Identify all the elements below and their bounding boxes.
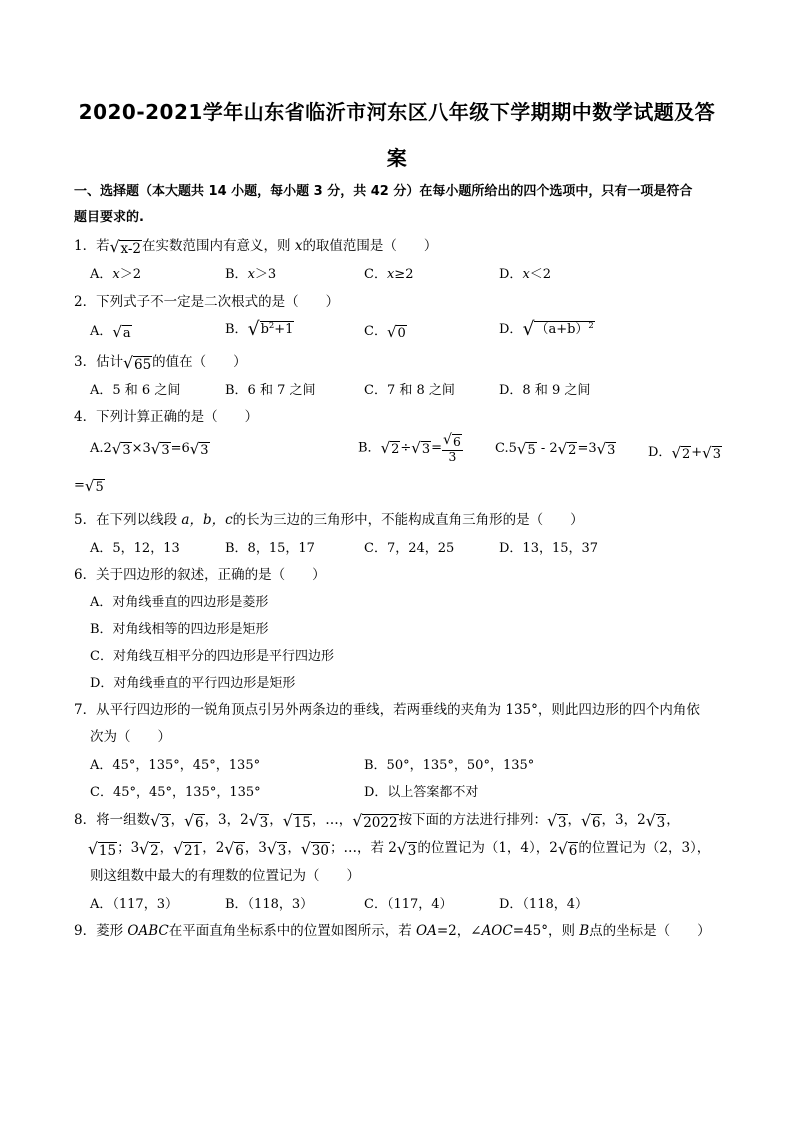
q8-l1-rad4: √ 15 (282, 812, 311, 831)
q8-l1-r6: 3 (557, 815, 567, 831)
q8-l1-end: ， (666, 812, 680, 828)
question-8-line-2 (88, 836, 710, 859)
q4-d-cont-eq: = (74, 478, 85, 493)
question-2: 2．下列式子不一定是二次根式的是（ ） (74, 294, 340, 310)
q2-b-radical: √ $b^2+1$ (247, 319, 294, 340)
q8-l1-pre: 8．将一组数 (74, 812, 151, 828)
q7-option-c: C．45°，45°，135°，135° (90, 785, 261, 800)
q8-l2-r4: 6 (235, 843, 244, 859)
q8-l2-r5: 3 (277, 843, 287, 859)
q8-l2-rad3: √ 21 (173, 840, 202, 859)
q4-d-r2: 3 (712, 447, 721, 462)
q4-d-r1: 2 (681, 447, 691, 462)
q8-l2-rad5: √ 3 (266, 840, 287, 859)
q3-suffix: 的值在（ ） (152, 354, 247, 370)
q8-l2-rad1: √ 15 (88, 840, 117, 859)
q5-prefix: 5．在下列以线段 (74, 512, 182, 528)
q6-option-a: A．对角线垂直的四边形是菱形 (90, 595, 269, 610)
q4-c-r1: 5 (527, 443, 536, 458)
q8-l1-rad3: √ 3 (248, 812, 269, 831)
q4-c-eq: =3 (577, 441, 597, 456)
question-6: 6．关于四边形的叙述，正确的是（ ） (74, 567, 326, 583)
q4-d-r3: 5 (95, 480, 104, 495)
q4-option-b (358, 432, 463, 464)
q8-l1-r4: 15 (293, 815, 311, 831)
q1-a-var: x (112, 267, 120, 282)
q8-l2-rad7: √ 3 (396, 840, 417, 859)
q9-aoc: AOC (481, 923, 513, 939)
q5-option-d: D．13，15，37 (499, 541, 599, 556)
q4-a-r2: 3 (161, 443, 170, 458)
q1-middle: 在实数范围内有意义，则 (142, 238, 295, 254)
document-title-continued: 案 (386, 146, 408, 170)
document-title: 2020-2021学年山东省临沂市河东区八年级下学期期中数学试题及答 (78, 100, 716, 124)
q4-b-fraction (442, 432, 463, 464)
q2-d-exponent: 2 (588, 319, 594, 330)
q2-b-exponent: 2 (268, 319, 275, 330)
q8-l2-r3: 21 (184, 843, 202, 859)
q8-l2-rad2: √ 2 (139, 840, 159, 859)
q8-option-b: B．（118，3） (225, 897, 314, 912)
question-5 (74, 508, 584, 528)
q8-l1-c2: ，3，2 (204, 812, 249, 828)
q8-l2-r2: 2 (150, 843, 159, 859)
q2-b-label: B． (225, 322, 248, 337)
q1-c-rel: ≥2 (394, 267, 414, 282)
question-8 (74, 808, 680, 831)
q4-a-rad1: √ 3 (111, 440, 131, 458)
q6-option-d: D．对角线垂直的平行四边形是矩形 (90, 676, 296, 691)
q1-radical: √ x-2 (109, 238, 142, 257)
q4-c-mid: - 2 (536, 441, 558, 456)
q4-option-d-continued (74, 478, 105, 495)
q2-option-c (364, 320, 407, 341)
q8-l2-c1: ；3 (117, 840, 140, 856)
q1-d-rel: ＜2 (529, 267, 552, 282)
q1-d-var: x (522, 267, 530, 282)
q4-b-numerator: 6 (453, 435, 461, 449)
q1-option-d (499, 263, 551, 282)
q4-d-plus: + (691, 445, 703, 460)
q2-d-radical: √ $(a+b)^2$ (522, 319, 594, 340)
q8-l2-c5: ， (287, 840, 301, 856)
q4-d-rad1: √ 2 (671, 444, 691, 462)
q8-l1-rad6: √ 3 (547, 812, 567, 831)
q8-l2-r8: 6 (568, 843, 578, 859)
q2-a-radical: √ a (112, 323, 131, 341)
question-8-line-3: 则这组数中最大的有理数的位置记为（ ） (90, 868, 360, 884)
q8-l1-rad7: √ 6 (581, 812, 601, 831)
q1-radicand: x-2 (120, 241, 142, 257)
q8-l1-c1: ， (170, 812, 185, 828)
q2-a-radicand: a (122, 326, 131, 341)
q8-l2-c4: ，3 (244, 840, 267, 856)
q2-d-label: D． (499, 322, 523, 337)
q6-option-c: C．对角线互相平分的四边形是平行四边形 (90, 649, 334, 664)
q8-l1-rad5: √ 2022 (352, 812, 398, 831)
q8-option-c: C．（117，4） (364, 897, 453, 912)
q3-radicand: 65 (133, 357, 152, 373)
q4-option-d (648, 441, 722, 462)
q1-a-rel: ＞2 (119, 267, 142, 282)
q8-l1-r1: 3 (160, 815, 170, 831)
q3-option-b: B．6 和 7 之间 (225, 383, 316, 398)
q1-option-a (90, 263, 141, 282)
q9-shape: OABC (127, 923, 169, 939)
q8-l1-rad1: √ 3 (150, 812, 170, 831)
q5-option-c: C．7，24，25 (364, 541, 455, 556)
q1-c-var: x (386, 267, 395, 282)
q1-variable: x (294, 238, 303, 254)
q1-suffix: 的取值范围是（ ） (302, 238, 438, 254)
q2-c-label: C． (364, 324, 387, 339)
q4-d-pre: D． (648, 445, 672, 460)
q8-l1-mid: 按下面的方法进行排列： (398, 812, 548, 828)
q3-option-a: A．5 和 6 之间 (90, 383, 181, 398)
q3-radical: √ 65 (123, 354, 152, 373)
q3-option-c: C．7 和 8 之间 (364, 383, 455, 398)
q1-option-b (225, 263, 276, 282)
q1-b-label: B． (225, 267, 248, 282)
q8-l1-c5: ， (567, 812, 582, 828)
q4-d-rad3: √ 5 (84, 477, 104, 495)
q9-mid2: =2，∠ (436, 923, 482, 939)
q8-l2-rad4: √ 6 (224, 840, 244, 859)
question-3 (74, 350, 247, 373)
question-9 (74, 919, 711, 939)
q8-l1-c4: ，…， (311, 812, 353, 828)
q5-suffix: 的长为三边的三角形中，不能构成直角三角形的是（ ） (232, 512, 584, 528)
q8-option-a: A．（117，3） (90, 897, 178, 912)
question-1 (74, 234, 437, 257)
q9-b: B (579, 923, 590, 939)
q8-l1-c6: ，3，2 (601, 812, 646, 828)
q8-l1-c3: ， (269, 812, 283, 828)
q4-b-denominator: 3 (448, 449, 457, 464)
q3-prefix: 3．估计 (74, 354, 124, 370)
q9-oa: OA (416, 923, 437, 939)
q4-a-mid: ×3 (131, 441, 151, 456)
q8-l2-c2: ， (159, 840, 174, 856)
q6-option-b: B．对角线相等的四边形是矩形 (90, 622, 269, 637)
q8-l1-r8: 3 (656, 815, 666, 831)
q7-option-d: D．以上答案都不对 (364, 785, 479, 800)
q8-l2-end: 的位置记为（2，3）， (578, 840, 711, 856)
q4-c-rad3: √ 3 (596, 440, 616, 458)
q8-l1-r7: 6 (591, 815, 601, 831)
q4-option-a (90, 441, 210, 458)
q7-option-b: B．50°，135°，50°，135° (364, 758, 535, 773)
q4-b-rad1: √ 2 (380, 439, 400, 458)
q7-option-a: A．45°，135°，45°，135° (90, 758, 261, 773)
q1-d-label: D． (499, 267, 523, 282)
question-4: 4．下列计算正确的是（ ） (74, 409, 259, 425)
q8-l2-rad6: √ 30 (300, 840, 329, 859)
q4-b-r1: 2 (391, 442, 400, 458)
q1-b-var: x (247, 267, 255, 282)
q9-mid3: =45°，则 (512, 923, 580, 939)
q1-b-rel: ＞3 (254, 267, 277, 282)
q8-l2-r1: 15 (98, 843, 117, 859)
q3-option-d: D．8 和 9 之间 (499, 383, 591, 398)
q4-d-rad2: √ 3 (702, 444, 721, 462)
q2-option-a (90, 320, 132, 341)
q8-l1-rad2: √ 6 (184, 812, 204, 831)
q1-option-c (364, 263, 413, 282)
q4-c-r2: 2 (568, 443, 577, 458)
q2-option-d (499, 318, 595, 339)
q5-option-b: B．8，15，17 (225, 541, 315, 556)
q8-l2-c3: ，2 (202, 840, 225, 856)
section-heading-continued: 题目要求的. (74, 210, 144, 225)
q4-b-num-radical: √ 6 (443, 432, 461, 449)
q4-c-pre: C.5 (495, 441, 517, 456)
q2-b-tail: +1 (274, 322, 294, 337)
q8-l1-rad8: √ 3 (645, 812, 666, 831)
q4-a-r3: 3 (200, 443, 209, 458)
q8-l2-c7: 的位置记为（1，4），2 (417, 840, 558, 856)
q1-a-label: A． (90, 267, 113, 282)
q4-a-rad3: √ 3 (189, 440, 209, 458)
q8-l2-r6: 30 (311, 843, 329, 859)
q4-c-rad2: √ 2 (557, 440, 577, 458)
q8-l2-rad8: √ 6 (557, 840, 578, 859)
q5-option-a: A．5，12，13 (90, 541, 180, 556)
q4-b-div: ÷ (400, 440, 412, 456)
q4-b-rad2: √ 3 (411, 439, 431, 458)
q8-option-d: D．（118，4） (499, 897, 589, 912)
question-7: 7．从平行四边形的一锐角顶点引另外两条边的垂线，若两垂线的夹角为 135°，则此四边形的四个内角依 (74, 702, 700, 718)
q5-variables: a，b，c (181, 512, 233, 528)
q4-option-c (495, 441, 616, 458)
q4-a-eq: =6 (170, 441, 190, 456)
section-heading: 一、选择题（本大题共 14 小题，每小题 3 分，共 42 分）在每小题所给出的四个选项中，只有一项是符合 (74, 184, 693, 199)
q4-c-r3: 3 (607, 443, 616, 458)
q1-c-label: C． (364, 267, 387, 282)
q4-b-r2: 3 (421, 442, 431, 458)
q8-l1-r3: 3 (259, 815, 269, 831)
q8-l1-r2: 6 (194, 815, 204, 831)
q9-prefix: 9．菱形 (74, 923, 128, 939)
q2-b-base: b (260, 322, 269, 337)
q2-a-label: A． (90, 324, 113, 339)
q9-mid1: 在平面直角坐标系中的位置如图所示，若 (168, 923, 417, 939)
q4-b-pre: B． (358, 440, 381, 456)
q2-option-b (225, 318, 294, 339)
q8-l1-r5: 2022 (363, 815, 398, 831)
q4-a-rad2: √ 3 (150, 440, 170, 458)
q4-b-eq: = (431, 440, 442, 456)
q9-suffix: 点的坐标是（ ） (589, 923, 711, 939)
q1-prefix: 1．若 (74, 238, 110, 254)
question-7-continued: 次为（ ） (90, 729, 171, 745)
q2-c-radicand: 0 (397, 326, 406, 341)
q4-a-r1: 3 (122, 443, 131, 458)
q8-l2-r7: 3 (407, 843, 417, 859)
q4-c-rad1: √ 5 (516, 440, 536, 458)
q4-a-pre: A.2 (90, 441, 112, 456)
q2-d-base: （a+b） (535, 322, 589, 337)
q2-c-radical: √ 0 (386, 323, 406, 341)
q8-l2-c6: ；…，若 2 (329, 840, 397, 856)
